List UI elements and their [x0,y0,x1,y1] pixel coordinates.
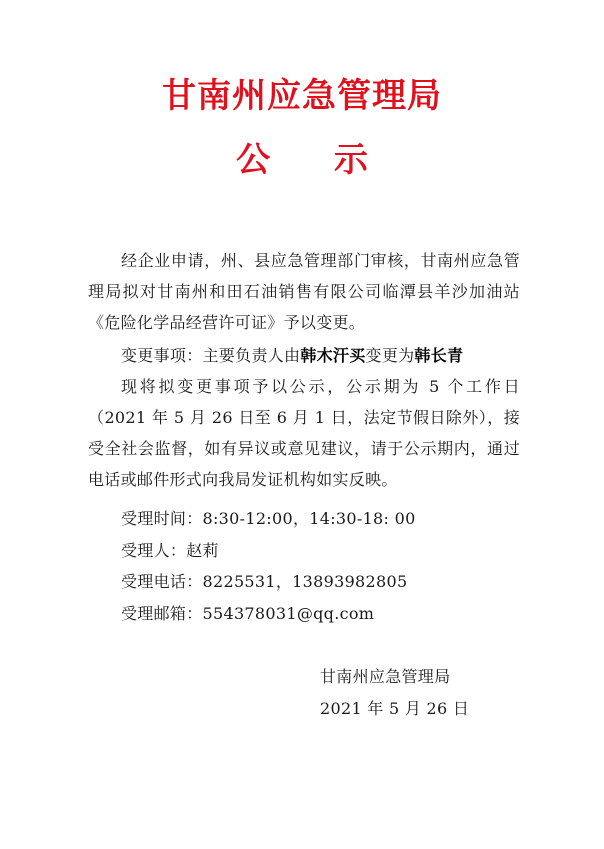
new-person-name: 韩长青 [414,346,464,365]
paragraph-application-text: 经企业申请，州、县应急管理部门审核，甘南州应急管理局拟对甘南州和田石油销售有限公司临潭县羊沙加油站《危险化学品经营许可证》予以变更。 [88,251,520,332]
page-subtitle: 公 示 [236,140,394,180]
old-person-name: 韩木汗买 [300,346,366,365]
signature-date: 2021 年 5 月 26 日 [320,699,470,718]
contact-email [121,598,374,629]
contact-time-value: 8:30-12:00，14:30-18: 00 [202,509,416,528]
contact-time [121,503,416,534]
paragraph-change-item [88,340,520,371]
change-middle: 变更为 [365,346,415,365]
contact-email-value: 554378031@qq.com [202,604,375,623]
contact-time-label: 受理时间： [121,509,203,528]
paragraph-application [88,245,520,338]
contact-phone [121,566,407,597]
contact-email-label: 受理邮箱： [121,604,203,623]
contact-person [121,535,219,566]
page-title: 甘南州应急管理局 [162,76,442,116]
contact-person-value: 赵莉 [186,541,219,560]
contact-phone-value: 8225531，13893982805 [202,572,408,591]
contact-person-label: 受理人： [121,541,187,560]
change-prefix: 变更事项：主要负责人由 [121,346,301,365]
paragraph-publicity [88,371,520,495]
contact-phone-label: 受理电话： [121,572,203,591]
paragraph-publicity-text: 现将拟变更事项予以公示，公示期为 5 个工作日（2021 年 5 月 26 日至 6 月 1 日，法定节假日除外），接受全社会监督，如有异议或意见建议，请于公示期内，通过电话或邮件形式向我局发证机构如实反映。 [88,377,520,489]
signature-organization: 甘南州应急管理局 [320,667,451,686]
